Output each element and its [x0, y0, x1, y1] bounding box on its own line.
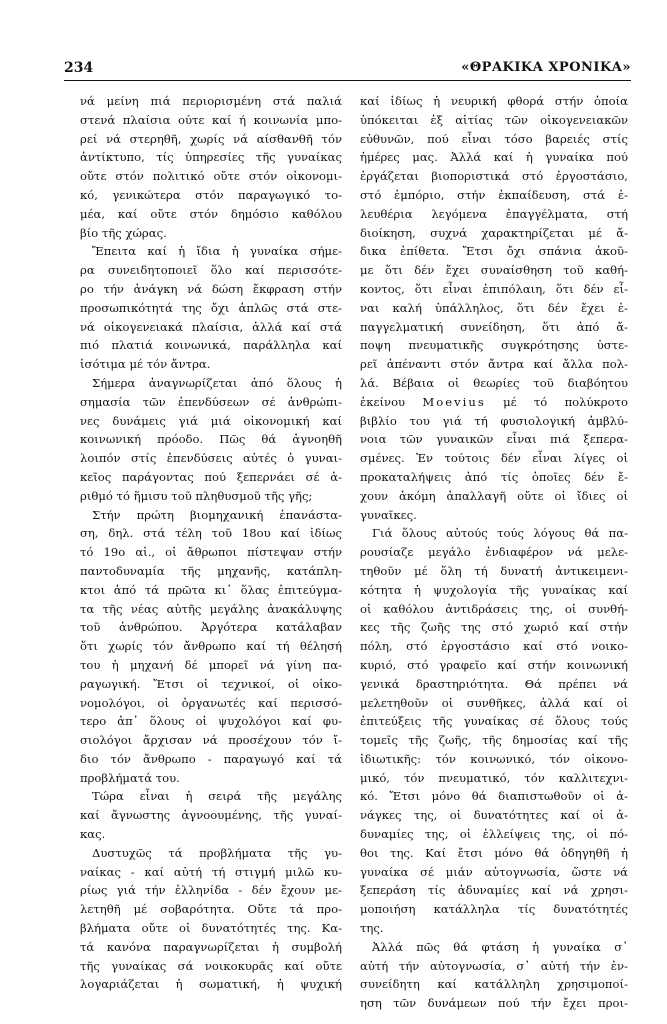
text-fragment: μέ τό πολύκροτο [485, 394, 628, 409]
text-line: οἱ καθόλου ἀντιδράσεις της, οἱ συνθή- [360, 601, 628, 616]
text-line: του ἡ μηχανή δέ μπορεῖ νά γίνη πα- [80, 657, 342, 672]
text-line: ρεῖ ἀπέναντι στόν ἄντρα καί ἄλλα πολ- [360, 357, 628, 372]
text-line [360, 393, 628, 412]
text-line: ρο τήν ἀνάγκη νά δώση ἔκφραση στήν [80, 281, 342, 296]
text-line: αὐτή τήν αὐτογνωσία, σ᾽ αὐτή τήν ἐν- [360, 958, 628, 973]
text-line: λετηθῆ μέ σοβαρότητα. Οὔτε τά προ- [80, 902, 342, 917]
text-line: με ὅτι δέν ἔχει συναίσθηση τοῦ καθή- [360, 263, 628, 278]
text-line: βιβλίο του γιά τή φυσιολογική ἀμβλύ- [360, 413, 628, 428]
text-line: κας. [80, 827, 106, 842]
text-line: λά. Βέβαια οἱ θεωρίες τοῦ διαβόητου [360, 375, 628, 390]
header-rule [64, 80, 631, 81]
text-line: Σήμερα ἀναγνωρίζεται ἀπό ὅλους ἡ [92, 375, 342, 390]
text-line: νες δυνάμεις γιά μιά οἰκονομική καί [80, 413, 342, 428]
text-line: παντοδυναμία τῆς μηχανῆς, κατάπλη- [80, 563, 342, 578]
text-line: τοῦ ἀνθρώπου. Ἀργότερα κατάλαβαν [80, 620, 342, 635]
text-line: ρίως γιά τήν ἑλληνίδα - δέν ἔχουν με- [80, 883, 342, 898]
author-name: Moevius [422, 394, 486, 409]
text-line: κοινωνική πρόοδο. Πῶς θά ἀγνοηθῆ [80, 432, 342, 447]
text-line: μικό, τόν πνευματικό, τόν καλλιτεχνι- [360, 770, 628, 785]
text-line: ξεπεράση τίς ἀδυναμίες καί νά χρησι- [360, 883, 628, 898]
text-line: Ἀλλά πῶς θά φτάση ἡ γυναίκα σ᾽ [372, 939, 628, 954]
text-line: στενά πλαίσια ούτε καί ή κοινωνία μπο- [80, 112, 342, 127]
text-line: οὔτε στόν πολιτικό οὔτε στόν οἰκονομι- [80, 169, 342, 184]
text-line: διο τόν ἄνθρωπο - παραγωγό καί τά [80, 751, 342, 766]
text-line: προβλήματά του. [80, 770, 180, 785]
text-line: καί ἄγνωστης ἀγνοουμένης, τῆς γυναί- [80, 808, 342, 823]
text-line: γενικά δραστηριότητα. Θά πρέπει νά [360, 676, 628, 691]
text-line: νάγκες της, οἱ δυνατότητες καί οἱ ἀ- [360, 808, 628, 823]
text-line: νομολόγοι, οἱ ὀργανωτές καί περισσό- [80, 695, 342, 710]
text-line: τερο ἀπ᾽ ὅλους οἱ ψυχολόγοι καί φυ- [80, 714, 342, 729]
text-line: τά κανόνα παραγνωρίζεται ἡ συμβολή [80, 939, 342, 954]
text-line: τα τῆς νέας αὐτῆς μεγάλης ἀνακάλυψης [80, 601, 342, 616]
text-line: ποψη πνευματικῆς συγκρότησης ὑστε- [360, 338, 628, 353]
text-line: λοιπόν στίς ἐπενδύσεις αὐτές ὁ γυναι- [80, 451, 342, 466]
text-line: τό 19ο αἰ., οἱ ἄθρωποι πίστεψαν στήν [80, 545, 342, 560]
text-line: δυναμίες της, οἱ ἐλλείψεις της, οἱ πό- [360, 827, 628, 842]
text-line: εὐθυνῶν, πού εἶναι τόσο βαρειές στίς [360, 131, 628, 146]
text-line: κό. Ἔτσι μόνο θά διαπιστωθοῦν οἱ ἀ- [360, 789, 628, 804]
text-line: ναίκας - καί αὐτή τή στιγμή μιλῶ κυ- [80, 864, 342, 879]
text-line: προκαταλήψεις ἀπό τίς ὁποῖες δέν ἔ- [360, 469, 628, 484]
text-line: ριθμό τό ἥμισυ τοῦ πληθυσμοῦ τῆς γῆς; [80, 488, 313, 503]
text-line: κτοι ἀπό τά πρῶτα κι᾽ ὅλας ἐπιτεύγμα- [80, 582, 342, 597]
text-line: σημασία τῶν ἐπενδύσεων σέ ἀνθρώπι- [80, 394, 342, 409]
text-line: τομεῖς τῆς ζωῆς, τῆς δημοσίας καί τῆς [360, 733, 628, 748]
text-line: βίο τῆς χώρας. [80, 225, 167, 240]
text-line: της. [360, 921, 384, 936]
text-line: ρεί νά στερηθῆ, χωρίς νά αίσθανθῆ τόν [80, 131, 342, 146]
text-line: ση, δηλ. στά τέλη τοῦ 18ου καί ἰδίως [80, 526, 342, 541]
text-line: ηση τῶν δυνάμεων πού τήν ἔχει προι- [360, 996, 628, 1011]
text-line: λογαριάζεται ἡ σωματική, ἡ ψυχική [80, 977, 342, 992]
text-line: πόλη, στό ἐργοστάσιο καί στό νοικο- [360, 639, 628, 654]
text-line: κοντος, ὅτι εἶναι ἐπιπόλαιη, ὅτι δέν εἶ- [360, 281, 628, 296]
text-line: πιό πλατιά κοινωνικά, παράλληλα καί [80, 338, 342, 353]
text-line: δικα ἐπίθετα. Ἔτσι ὄχι σπάνια ἀκοῦ- [360, 244, 628, 259]
text-line: μέα, καί οὔτε στόν δημόσιο καθόλου [80, 206, 342, 221]
text-line: κότητα ἡ ψυχολογία τῆς γυναίκας καί [360, 582, 628, 597]
text-line: ἰδιωτικῆς: τόν κοινωνικό, τόν οἰκονο- [360, 751, 628, 766]
text-line: γυναίκα σέ μιάν αὐτογνωσία, ὥστε νά [360, 864, 628, 879]
text-line: παγγελματική συνείδηση, ὅτι ἀπό ἄ- [360, 319, 628, 334]
text-line: Ἔπειτα καί ἡ ἴδια ἡ γυναίκα σήμε- [92, 244, 342, 259]
text-line: κό, γενικώτερα στόν παραγωγικό το- [80, 187, 342, 202]
text-line: ὅτι χωρίς τόν ἄνθρωπο καί τή θέλησή [80, 639, 342, 654]
text-fragment: ἐκείνου [360, 394, 423, 409]
journal-title: «ΘΡΑΚΙΚΑ ΧΡΟΝΙΚΑ» [461, 60, 631, 75]
text-line: διοίκηση, συχνά χαρακτηρίζεται μέ ἄ- [360, 225, 628, 240]
text-line: προσωπικότητά της ὄχι ἁπλῶς στά στε- [80, 300, 342, 315]
text-line: ρα συνειδητοποιεῖ ὅλο καί περισσότε- [80, 263, 342, 278]
text-line: Γιά ὅλους αὐτούς τούς λόγους θά πα- [372, 526, 628, 541]
text-line: Τώρα εἶναι ἡ σειρά τῆς μεγάλης [92, 789, 342, 804]
text-line: ραγωγική. Ἔτσι οἱ τεχνικοί, οἱ οἰκο- [80, 676, 342, 691]
text-line: ἰσότιμα μέ τόν ἄντρα. [80, 357, 211, 372]
text-line: ἐπιτεύξεις τῆς γυναίκας σέ ὅλους τούς [360, 714, 628, 729]
text-line: κεῖος παράγοντας πού ξεπερνάει σέ ἀ- [80, 469, 342, 484]
text-line: ὑπόκειται ἐξ αἰτίας τῶν οἰκογενειακῶν [360, 112, 628, 127]
text-line: ἐργάζεται βιοποριστικά στό ἐργοστάσιο, [360, 169, 628, 184]
text-line: νοια τῶν γυναικῶν εἶναι πιά ξεπερα- [360, 432, 628, 447]
text-line: κες τῆς ζωῆς της στό χωριό καί στήν [360, 620, 628, 635]
text-line: τηθοῦν μέ ὅλη τή δυνατή ἀντικειμενι- [360, 563, 628, 578]
text-line: βλήματα οὔτε οἱ δυνατότητές της. Κα- [80, 921, 342, 936]
text-line: συνείδητη καί κατάλληλη χρησιμοποί- [360, 977, 628, 992]
text-line: νά μείνη πιά περιορισμένη στά παλιά [80, 94, 342, 108]
text-line: γυναῖκες. [360, 507, 417, 522]
text-line: σιολόγοι ἄρχισαν νά προσέχουν τόν ἴ- [80, 733, 342, 748]
text-line: ναι καλή ὑπάλληλος, ὅτι δέν ἔχει ἐ- [360, 300, 628, 315]
text-line: στό ἐμπόριο, στήν ἐκπαίδευση, στά ἐ- [360, 187, 628, 202]
page-number: 234 [64, 60, 94, 76]
text-line: ἡμέρες μας. Ἀλλά καί ἡ γυναίκα πού [360, 150, 628, 165]
text-line: λευθέρια λεγόμενα ἐπαγγέλματα, στή [360, 206, 628, 221]
text-line: θοι της. Καί ἔτσι μόνο θά ὁδηγηθῆ ἡ [360, 845, 628, 860]
text-line: Δυστυχῶς τά προβλήματα τῆς γυ- [92, 845, 342, 860]
text-line: χουν ἀκόμη ἀπαλλαγῆ οὔτε οἱ ἴδιες οἱ [360, 488, 628, 503]
text-line: κυριό, στό γραφεῖο καί στήν κοινωνική [360, 657, 628, 672]
left-column [80, 92, 342, 994]
right-column [360, 92, 628, 1013]
text-line: μελετηθοῦν οἱ συνθῆκες, ἀλλά καί οἱ [360, 695, 628, 710]
text-line: τῆς γυναίκας σά νοικοκυρᾶς καί οὔτε [80, 958, 342, 973]
text-line: ἀντίκτυπο, τίς ὑπηρεσίες τῆς γυναίκας [80, 150, 342, 165]
text-line: νά οἰκογενειακά πλαίσια, ἀλλά καί στά [80, 319, 342, 334]
text-line: Στήν πρώτη βιομηχανική ἐπανάστα- [92, 507, 342, 522]
text-line: ρουσίαζε μεγάλο ἐνδιαφέρον νά μελε- [360, 545, 628, 560]
text-line: καί ἰδίως ἡ νευρική φθορά στήν ὁποία [360, 94, 628, 108]
text-line: σμένες. Ἐν τούτοις δέν εἶναι λίγες οἱ [360, 451, 628, 466]
text-line: μοποιήση κατάλληλα τίς δυνατότητές [360, 902, 628, 917]
